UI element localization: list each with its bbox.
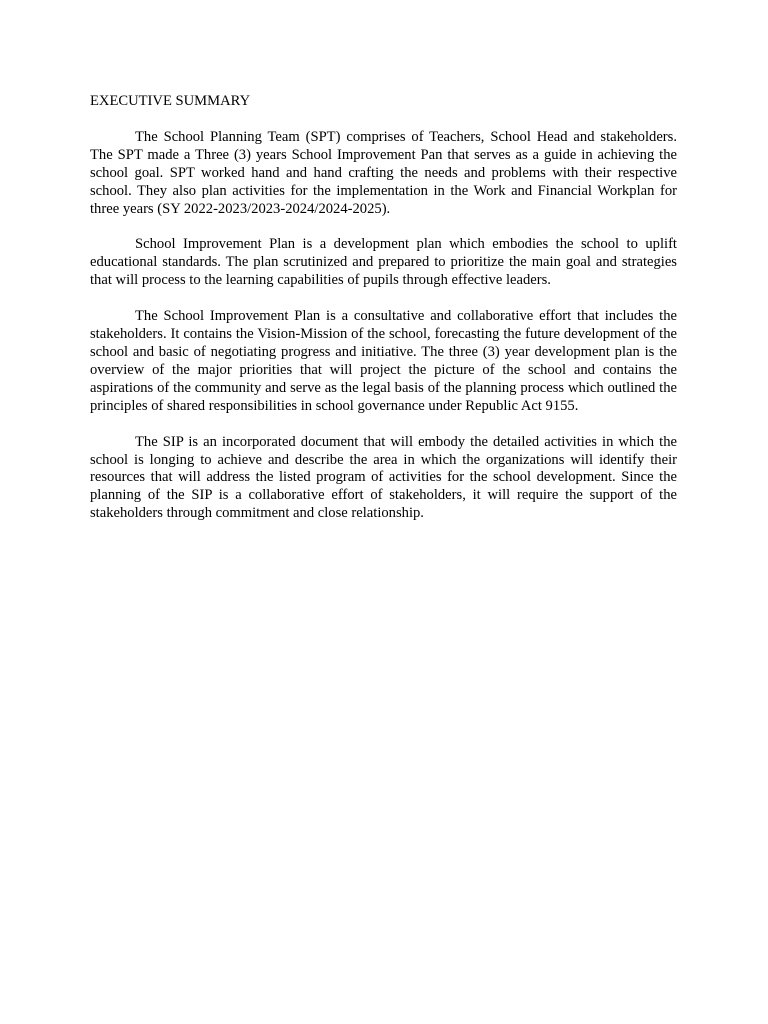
paragraph-spt: The School Planning Team (SPT) comprises of Teachers, School Head and stakeholders. The SPT made a Three (3) years School Improvement Pan that serves as a guide in achieving the school goal. SPT worked hand and hand crafting the needs and problems with their respective school. They also plan activities for the implementation in the Work and Financial Workplan for three years (SY 2022-2023/2023-2024/2024-2025). bbox=[90, 128, 677, 217]
paragraph-sip-document: The SIP is an incorporated document that will embody the detailed activities in which the school is longing to achieve and describe the area in which the organizations will identify their resources that will address the listed program of activities for the school development. Since the planning of the SIP is a collaborative effort of stakeholders, it will require the support of the stakeholders through commitment and close relationship. bbox=[90, 433, 677, 522]
document-heading: EXECUTIVE SUMMARY bbox=[90, 93, 251, 109]
paragraph-sip-consultative: The School Improvement Plan is a consultative and collaborative effort that includes the stakeholders. It contains the Vision-Mission of the school, forecasting the future development of the school and basic of negotiating progress and initiative. The three (3) year development plan is the overview of the major priorities that will project the picture of the school and contains the aspirations of the community and serve as the legal basis of the planning process which outlined the principles of shared responsibilities in school governance under Republic Act 9155. bbox=[90, 308, 677, 414]
document-body bbox=[90, 93, 677, 541]
paragraph-sip-definition: School Improvement Plan is a development plan which embodies the school to uplift educational standards. The plan scrutinized and prepared to prioritize the main goal and strategies that will process to the learning capabilities of pupils through effective leaders. bbox=[90, 236, 677, 289]
